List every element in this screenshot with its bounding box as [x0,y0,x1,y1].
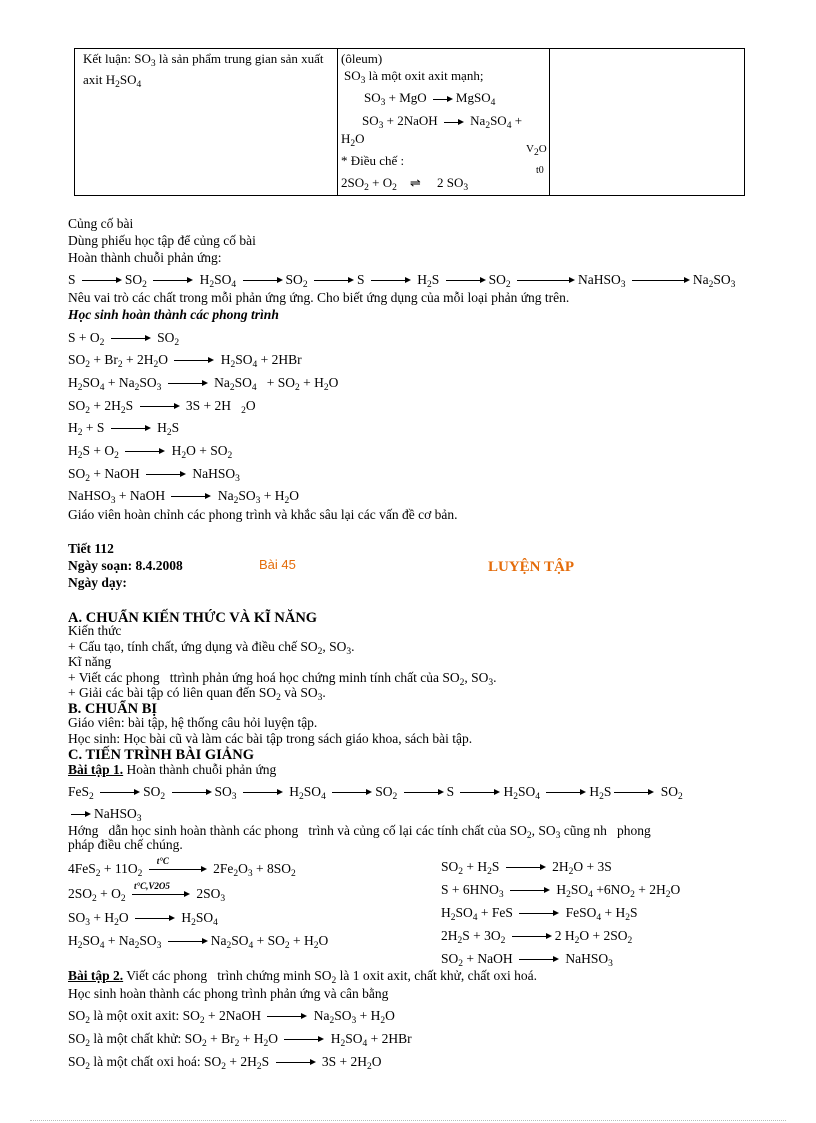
page-title: LUYỆN TẬP [488,559,574,575]
bt1-eq-6: $S + 6HNO_3$ $H_2SO_4 +6NO_2 + 2H_2O$ [441,882,681,900]
cungco-line2: Hoàn thành chuỗi phản ứng: [68,250,222,265]
teacher-note: Giáo viên hoàn chỉnh các phong trình và khắc sâu lại các vấn đề cơ bản. [68,507,458,522]
eq-5: $H_2 + S$ $H_2S$ [68,420,180,438]
temp-label: t0 [536,165,544,176]
bt2-student: Học sinh hoàn thành các phong trình phản ứng và cân bằng [68,986,389,1001]
section-a-title: A. CHUẨN KIẾN THỨC VÀ KĨ NĂNG [68,610,318,626]
section-b-title: B. CHUẨN BỊ [68,701,158,717]
tiet-label: Tiết 112 [68,541,114,556]
bt2-eq-2: $SO_2$ là một chất khử: $SO_2 + Br_2 + H_2O$ $H_2SO_4 + 2HBr$ [68,1031,412,1049]
eq-2: $SO_2 + Br_2 + 2H_2O$ $H_2SO_4 + 2HBr$ [68,352,302,370]
catalyst-label: V2O [526,143,547,158]
bt1-eq-8: $2H_2S + 3O_2$ 2 $H_2O + 2SO_2$ [441,928,633,946]
bt2-eq-3: $SO_2$ là một chất oxi hoá: $SO_2 + 2H_2S$ $3S + 2H_2O$ [68,1054,382,1072]
eq-3: $H_2SO_4 + Na_2SO_3$ $Na_2SO_4 + SO_2 + H_2O$ [68,375,339,393]
cond-temp: t°C [156,856,169,867]
reaction-so3-naoh: $SO_3$ + 2NaOH $Na_2SO_4$ + [362,113,523,131]
bt2-eq-1: $SO_2$ là một oxit axit: $SO_2$ + 2NaOH $Na_2SO_3 + H_2O$ [68,1008,395,1026]
eq-4: $SO_2 + 2H_2S$ 3S + 2H $_2$O [68,398,256,416]
bt1-eq-2: $2SO_2 + O_2$ t°C,V2O5 $2SO_3$ [68,886,225,907]
eq-8: NaHSO$_3$ + NaOH $Na_2SO_3 + H_2O$ [68,488,299,506]
cungco-question: Nêu vai trò các chất trong mỗi phản ứng ứng. Cho biết ứng dụng của mỗi loại phản ứng trên. [68,290,570,305]
so3-acid-text: $SO_3$ là một oxit axit mạnh; [344,68,484,86]
bt1-eq-5: $SO_2 + H_2S$ $2H_2O + 3S$ [441,859,612,877]
section-c-title: C. TIẾN TRÌNH BÀI GIẢNG [68,747,254,763]
oleum-text: (ôleum) [341,51,383,66]
kinang-label: Kĩ năng [68,654,112,669]
reaction-water: $H_2O$ [341,131,365,149]
cungco-title: Củng cố bài [68,216,134,231]
kienthuc-label: Kiến thức [68,623,122,638]
kienthuc-item: + Cấu tạo, tính chất, ứng dụng và điều chế $SO_2$, $SO_3$. [68,639,355,657]
reaction-chain-1: S $SO_2$ $H_2SO_4$ $SO_2$ S $H_2S$ $SO_2$ NaHSO$_3$ $Na_2SO_3$ [68,272,736,290]
eq-7: $SO_2$ + NaOH NaHSO$_3$ [68,466,240,484]
ngay-soan: Ngày soạn: 8.4.2008 [68,558,183,573]
bt1-heading: Bài tập 1. Hoàn thành chuỗi phản ứng [68,762,277,777]
cond-temp-catalyst: t°C,V2O5 [134,881,170,892]
reaction-chain-2-cont: NaHSO$_3$ [68,806,142,827]
bai-label: Bài 45 [259,557,296,572]
cungco-line1: Dùng phiếu học tập để củng cố bài [68,233,256,248]
table-cell-empty [550,49,745,196]
reaction-so3-mgo: $SO_3$ + MgO MgSO$_4$ [364,90,496,108]
eq-1: $S + O_2$ $SO_2$ [68,330,180,348]
property-table [74,48,745,196]
reaction-so2-o2: $2SO_2 + O_2$ ⇌ 2 $SO_3$ [341,175,469,193]
bt1-eq-7: $H_2SO_4$ + FeS FeSO$_4$ + $H_2S$ [441,905,638,923]
bt1-eq-1: $4FeS_2 + 11O_2$ t°C $2Fe_2O_3 + 8SO_2$ [68,861,296,882]
ngay-day: Ngày dạy: [68,575,127,590]
student-heading: Học sinh hoàn thành các phong trình [68,307,279,322]
kinang-item-2: + Giải các bài tập có liên quan đến $SO_2$ và $SO_3$. [68,685,326,703]
table-cell-reactions [338,49,550,196]
kinang-item-1: + Viết các phong ttrình phản ứng hoá học chứng minh tính chất của $SO_2$, $SO_3$. [68,670,497,688]
section-b-hs: Học sinh: Học bài cũ và làm các bài tập trong sách giáo khoa, sách bài tập. [68,731,473,746]
eq-6: $H_2S + O_2$ $H_2O + SO_2$ [68,443,233,461]
bt1-eq-3: $SO_3 + H_2O$ $H_2SO_4$ [68,910,218,928]
bt2-heading: Bài tập 2. Viết các phong trình chứng minh $SO_2$ là 1 oxit axit, chất khử, chất oxi hoá. [68,968,538,986]
page-divider [30,1120,786,1121]
reaction-chain-2: FeS$_2$ $SO_2$ $SO_3$ $H_2SO_4$ $SO_2$ S $H_2SO_4$ $H_2S$ $SO_2$ [68,784,683,802]
bt1-eq-9: $SO_2$ + NaOH NaHSO$_3$ [441,951,613,969]
section-b-gv: Giáo viên: bài tập, hệ thống câu hỏi luyện tập. [68,715,318,730]
bt1-eq-4: $H_2SO_4 + Na_2SO_3$ $Na_2SO_4 + SO_2 + H_2O$ [68,933,329,951]
bt1-guide: Hớng dẫn học sinh hoàn thành các phong trình và củng cố lại các tính chất của $SO_2$, $SO_3$ cũng nh phong [68,823,651,841]
dieu-che-label: * Điều chế : [341,153,405,168]
bt1-guide-2: pháp điều chế chúng. [68,837,183,852]
table-cell-conclusion: Kết luận: $SO_3$ là sản phẩm trung gian sản xuất axit $H_2SO_4$ [75,49,338,196]
